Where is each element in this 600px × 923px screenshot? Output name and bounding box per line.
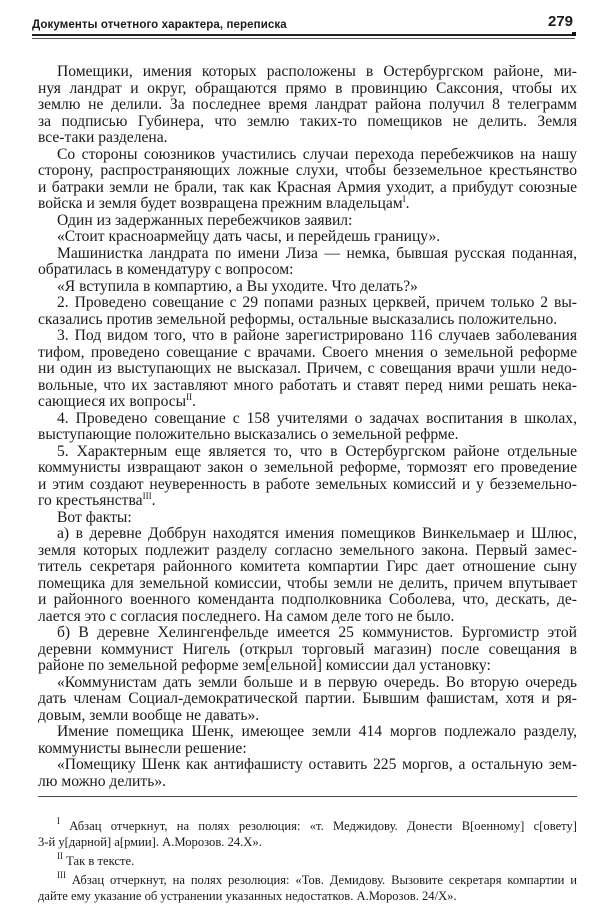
header-rule-thin <box>32 38 575 39</box>
text-line <box>38 394 577 411</box>
text-line: Вот факты: <box>57 508 132 526</box>
paragraph <box>38 526 577 625</box>
text-line: б) В деревне Хелингенфельде имеется 25 коммунистов. Бургомистр этой <box>57 624 577 641</box>
paragraph <box>38 444 577 510</box>
body-text <box>38 64 577 790</box>
text-line: довым, земли вообще не давать». <box>38 706 260 724</box>
text-line: Машинистка ландрата по имени Лиза — немка, бывшая русская поданная, <box>57 244 577 262</box>
footnote-separator <box>38 796 577 797</box>
footnotes <box>38 818 577 906</box>
paragraph <box>38 213 577 230</box>
text-line: «Помещику Шенк как антифашисту оставить 225 моргов, а остальную зем- <box>57 756 577 773</box>
text-line: Один из задержанных перебежчиков заявил: <box>57 211 353 229</box>
text-line: деревни коммунист Нигель (открыл торговый магазин) после совещания в <box>38 640 577 658</box>
text-line: лается это с согласия последнего. На самом деле того не было. <box>38 607 455 625</box>
footnote-mark: III <box>57 870 66 880</box>
footnote-line <box>38 818 577 834</box>
text-line <box>38 196 577 213</box>
footnote-line: дайте ему указание об устранении указанных недостатков. А.Морозов. 24/X». <box>38 889 457 903</box>
paragraph <box>38 675 577 725</box>
header-rule-dot <box>572 32 576 36</box>
text-line: титель секретаря районного комитета компартии Гирс дает отношение сыну <box>38 558 577 575</box>
line-punct: . <box>151 492 156 509</box>
footnote-text: Абзац отчеркнут, на полях резолюция: «т. Меджидову. Донести В[оенному] с[овету] <box>69 819 577 833</box>
paragraph <box>38 724 577 757</box>
text-line: «Коммунистам дать земли больше и в первую очередь. Во вторую очередь <box>57 673 577 691</box>
line-text: войска и земля будет возвращена прежним владельцам <box>38 195 403 212</box>
text-line: сказались против земельной реформы, остальные высказались положительно. <box>38 310 558 328</box>
footnote <box>38 872 577 904</box>
text-line: «Я вступила в компартию, а Вы уходите. Что делать?» <box>57 277 418 295</box>
text-line: обратилась в комендатуру с вопросом: <box>38 261 294 278</box>
text-line: «Стоит красноармейцу дать часы, и перейдешь границу». <box>57 228 441 245</box>
text-line: вольные, что их заставляют много работать и ставят перед ними решать нека- <box>38 376 577 394</box>
text-line: помещика для земельной комиссии, чтобы земли не делить, причем впутывает <box>38 574 577 592</box>
page-number: 279 <box>548 13 574 30</box>
footnote-line <box>38 853 577 869</box>
text-line: 4. Проведено совещание с 158 учителями о задачах воспитания в школах, <box>57 409 577 427</box>
text-line: лю можно делить». <box>38 772 167 790</box>
text-line: 3. Под видом того, что в районе зарегистрировано 116 случаев заболевания <box>57 327 577 344</box>
text-line: 5. Характерным еще является то, что в Остербургском районе отдельные <box>57 442 577 460</box>
line-text: сающиеся их вопросы <box>38 393 187 410</box>
paragraph <box>38 147 577 213</box>
text-line: дать членам Социал-демократической партии. Бывшим фашистам, хотя и ря- <box>38 690 577 707</box>
footnote <box>38 818 577 850</box>
footnote-mark: I <box>57 816 60 826</box>
footnote-ref: III <box>142 491 152 501</box>
text-line: за подписью Губинера, что землю таких-то помещиков не делить. Земля <box>38 112 577 130</box>
paragraph <box>38 229 577 246</box>
footnote-text: Так в тексте. <box>66 854 135 868</box>
text-line: ни один из выступающих не высказал. Причем, с совещания врачи ушли недо- <box>38 360 577 377</box>
footnote-ref: I <box>402 194 406 204</box>
text-line: коммунисты вынесли решение: <box>38 739 247 757</box>
text-line: районе по земельной реформе зем[ельной] комиссии дал установку: <box>38 657 491 674</box>
text-line: все-таки разделена. <box>38 129 168 146</box>
text-line: а) в деревне Доббрун находятся имения помещиков Винкельмаер и Шлюс, <box>57 525 577 542</box>
footnote-line <box>38 872 577 888</box>
footnote-line: 3-й у[дарной] а[рмии]. А.Морозов. 24.X». <box>38 835 262 849</box>
text-line: выступающие положительно высказались о земельной рефрме. <box>38 426 459 443</box>
text-line: нуя ландрат и округ, обращаются прямо в провинцию Саксония, чтобы их <box>38 79 577 97</box>
footnote-ref: II <box>186 392 193 402</box>
line-punct: . <box>192 393 197 410</box>
footnote-text: Абзац отчеркнут, на полях резолюция: «Тов. Демидову. Вызовите секретаря компартии и <box>71 873 577 887</box>
paragraph <box>38 328 577 411</box>
paragraph <box>38 510 577 527</box>
text-line: земля которых подлежит разделу согласно земельного закона. Первый замес- <box>38 541 577 559</box>
paragraph <box>38 246 577 279</box>
text-line: коммунисты извращают закон о земельной реформе, тормозят его проведение <box>38 459 577 476</box>
paragraph <box>38 411 577 444</box>
running-title: Документы отчетного характера, переписка <box>32 19 287 31</box>
text-line: Имение помещика Шенк, имеющее земли 414 моргов подлежало разделу, <box>57 723 577 740</box>
footnote-mark: II <box>57 851 63 861</box>
header-rule <box>32 34 575 36</box>
paragraph <box>38 279 577 296</box>
paragraph <box>38 295 577 328</box>
text-line: и этим создают неуверенность в работе земельных комиссий и у безземельно- <box>38 475 577 493</box>
text-line: Со стороны союзников участились случаи перехода перебежчиков на нашу <box>57 145 577 163</box>
text-line: тифом, проведено совещание с врачами. Своего мнения о земельной реформе <box>38 343 577 361</box>
text-line: и батраки земли не брали, так как Красная Армия уходит, а прибудут союзные <box>38 178 577 196</box>
text-line <box>38 493 577 510</box>
paragraph <box>38 757 577 790</box>
text-line: Помещики, имения которых расположены в Остербургском районе, ми- <box>57 63 577 80</box>
paragraph <box>38 64 577 147</box>
text-line: землю не делили. За последнее время ландрат района получил 8 телеграмм <box>38 96 577 113</box>
text-line: 2. Проведено совещание с 29 попами разных церквей, причем только 2 вы- <box>57 294 577 311</box>
text-line: и районного военного коменданта подполковника Соболева, что, дескать, де- <box>38 591 577 608</box>
text-line: сторону, распространяющих ложные слухи, чтобы безземельное крестьянство <box>38 162 577 179</box>
footnote <box>38 853 577 869</box>
line-punct: . <box>405 195 410 212</box>
paragraph <box>38 625 577 675</box>
line-text: го крестьянства <box>38 492 143 509</box>
